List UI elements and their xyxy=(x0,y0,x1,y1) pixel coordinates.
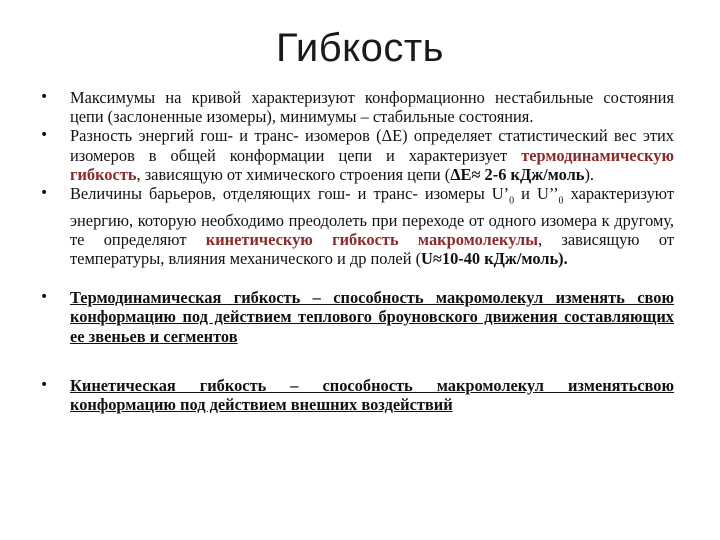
bullet-text: характеризуют энергию, которую необходимо преодолеть при переходе от одного изомера к другому, те определяют xyxy=(70,184,674,249)
highlight-kinetic-flexibility: кинетическую гибкость макромолекулы xyxy=(205,229,539,249)
bullet-dot-icon: • xyxy=(40,185,49,202)
energy-value-u: U≈10-40 кДж/моль). xyxy=(421,248,568,268)
bullet-item-thermodynamic-definition xyxy=(40,288,674,346)
bullet-item-barriers xyxy=(40,184,674,268)
bullet-dot-icon: • xyxy=(40,127,49,144)
bullet-dot-icon: • xyxy=(40,289,49,306)
bullet-dot-icon: • xyxy=(40,89,49,105)
bullet-text: , зависящую от температуры, влияния механического и др полей ( xyxy=(70,229,674,268)
bullet-list xyxy=(40,88,674,414)
bullet-text: Разность энергий гош- и транс- изомеров (ΔЕ) определяет статистический вес этих изомеров в общей конформации цепи и характеризует xyxy=(70,126,674,165)
bullet-text: и U’’ xyxy=(514,184,559,204)
bullet-item-maxima xyxy=(40,88,674,126)
bullet-item-kinetic-definition xyxy=(40,376,674,414)
definition-text: Кинетическая гибкость – способность макромолекул изменятьсвою конформацию под действием внешних воздействий xyxy=(70,375,674,414)
subscript: 0 xyxy=(558,195,564,207)
subscript: 0 xyxy=(509,195,515,207)
definition-text: Термодинамическая гибкость – способность макромолекул изменять свою конформацию под действием теплового броуновского движения составляющих ее звеньев и сегментов xyxy=(70,288,674,346)
bullet-text: Величины барьеров, отделяющих гош- и транс- изомеры U’ xyxy=(70,184,510,204)
bullet-text: ). xyxy=(584,164,595,184)
bullet-item-energy-difference xyxy=(40,126,674,184)
energy-value-delta-e: ΔЕ≈ 2-6 кДж/моль xyxy=(450,164,585,184)
bullet-text: Максимумы на кривой характеризуют конформационно нестабильные состояния цепи (заслоненные изомеры), минимумы – стабильные состояния. xyxy=(70,88,674,127)
highlight-thermodynamic-flexibility: термодинамическую гибкость xyxy=(70,145,674,184)
bullet-dot-icon: • xyxy=(40,376,49,393)
slide-title: Гибкость xyxy=(275,26,445,70)
bullet-text: , зависящую от химического строения цепи ( xyxy=(136,164,451,184)
